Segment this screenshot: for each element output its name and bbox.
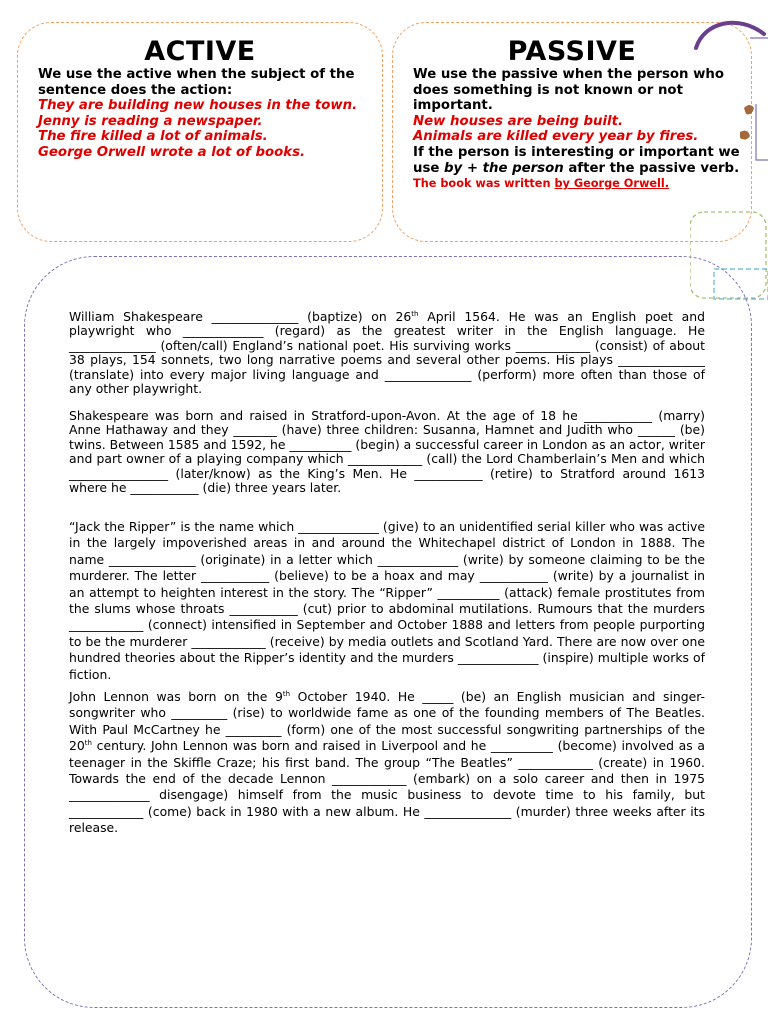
p4-text-a: John Lennon was born on the 9 — [69, 689, 283, 704]
purple-frame-decoration — [750, 38, 768, 160]
active-example-2: Jenny is reading a newspaper. — [38, 113, 263, 129]
p4-sup-2: th — [84, 739, 92, 748]
p1-sup: th — [411, 309, 419, 318]
active-box — [17, 22, 383, 242]
active-intro: We use the active when the subject of the sentence does the action: — [38, 67, 355, 98]
passive-intro: We use the passive when the person who does something is not known or not important. — [413, 67, 724, 114]
active-example-4: George Orwell wrote a lot of books. — [38, 144, 306, 160]
passive-rule-part-2: after the passive verb. — [563, 160, 740, 176]
active-example-3: The fire killed a lot of animals. — [38, 129, 268, 145]
exercise-paragraph-john-lennon — [69, 689, 705, 837]
exercise-paragraph-jack-the-ripper: “Jack the Ripper” is the name which _____________ (give) to an unidentified serial killer who was active in the largely impoverished areas in and around the Whitechapel district of London in 1888. The name ______________ (originate) in a letter which _____________ (write) by someone claiming to be the murderer. The letter ___________ (believe) to be a hoax and may ___________ (write) by a journalist in an attempt to heighten interest in the story. The “Ripper” __________ (attack) female prostitutes from the slums whose throats ___________ (cut) prior to abdominal mutilations. Rumours that the murders ____________ (connect) intensified in September and October 1888 and letters from people purporting to be the murderer ____________ (receive) by media outlets and Scotland Yard. There are now over one hundred theories about the Ripper’s identity and the murders _____________ (inspire) multiple works of fiction. — [69, 519, 705, 682]
brown-leaf-decoration — [740, 105, 754, 140]
p1-text-b: April 1564. He was an English poet and playwright who _____________ (regard) as the greatest writer in the English language. He ______________ (often/call) England’s national poet. His surviving works ____________ (consist) of about 38 plays, 154 sonnets, two long narrative poems and several other poems. His plays ______________ (translate) into every major living language and ______________ (perform) more often than those of any other playwright. — [69, 309, 705, 397]
active-title: ACTIVE — [144, 36, 256, 67]
active-body — [18, 67, 382, 161]
p1-text-a: William Shakespeare ______________ (baptize) on 26 — [69, 309, 412, 324]
passive-example-1: New houses are being built. — [413, 113, 623, 129]
passive-title: PASSIVE — [507, 36, 637, 67]
active-example-1: They are building new houses in the town. — [38, 98, 358, 114]
passive-rule-part-1: If the person is interesting or important we use — [413, 144, 740, 176]
p4-text-b: October 1940. He _____ (be) an English musician and singer-songwriter who _________ (rise) to worldwide fame as one of the founding members of The Beatles. With Paul McCartney he _________ (form) one of the most successful songwriting partnerships of the 20 — [69, 689, 705, 754]
passive-rule-emphasis: by + the person — [444, 160, 564, 176]
exercise-paragraph-shakespeare-1 — [69, 310, 705, 396]
passive-agent-example-agent: by George Orwell. — [554, 177, 670, 191]
p4-sup-1: th — [282, 689, 291, 698]
exercise-paragraph-shakespeare-2: Shakespeare was born and raised in Stratford-upon-Avon. At the age of 18 he ___________ (marry) Anne Hathaway and they _______ (have) three children: Susanna, Hamnet and Judith who ______ (be) twins. Between 1585 and 1592, he __________ (begin) a successful career in London as an actor, writer and part owner of a playing company which ____________ (call) the Lord Chamberlain’s Men and which ________________ (later/know) as the King’s Men. He ___________ (retire) to Stratford around 1613 where he ___________ (die) three years later. — [69, 408, 705, 496]
p4-text-c: century. John Lennon was born and raised in Liverpool and he __________ (become) involved as a teenager in the Skiffle Craze; his first band. The group “The Beatles” ____________ (create) in 1960. Towards the end of the decade Lennon ____________ (embark) on a solo career and then in 1975 _____________ disengage) himself from the music business to devote time to his family, but ____________ (come) back in 1980 with a new album. He ______________ (murder) three weeks after its release. — [69, 738, 705, 836]
purple-curl-decoration — [696, 23, 764, 48]
passive-agent-example-prefix: The book was written — [413, 177, 555, 191]
passive-example-2: Animals are killed every year by fires. — [413, 129, 699, 145]
